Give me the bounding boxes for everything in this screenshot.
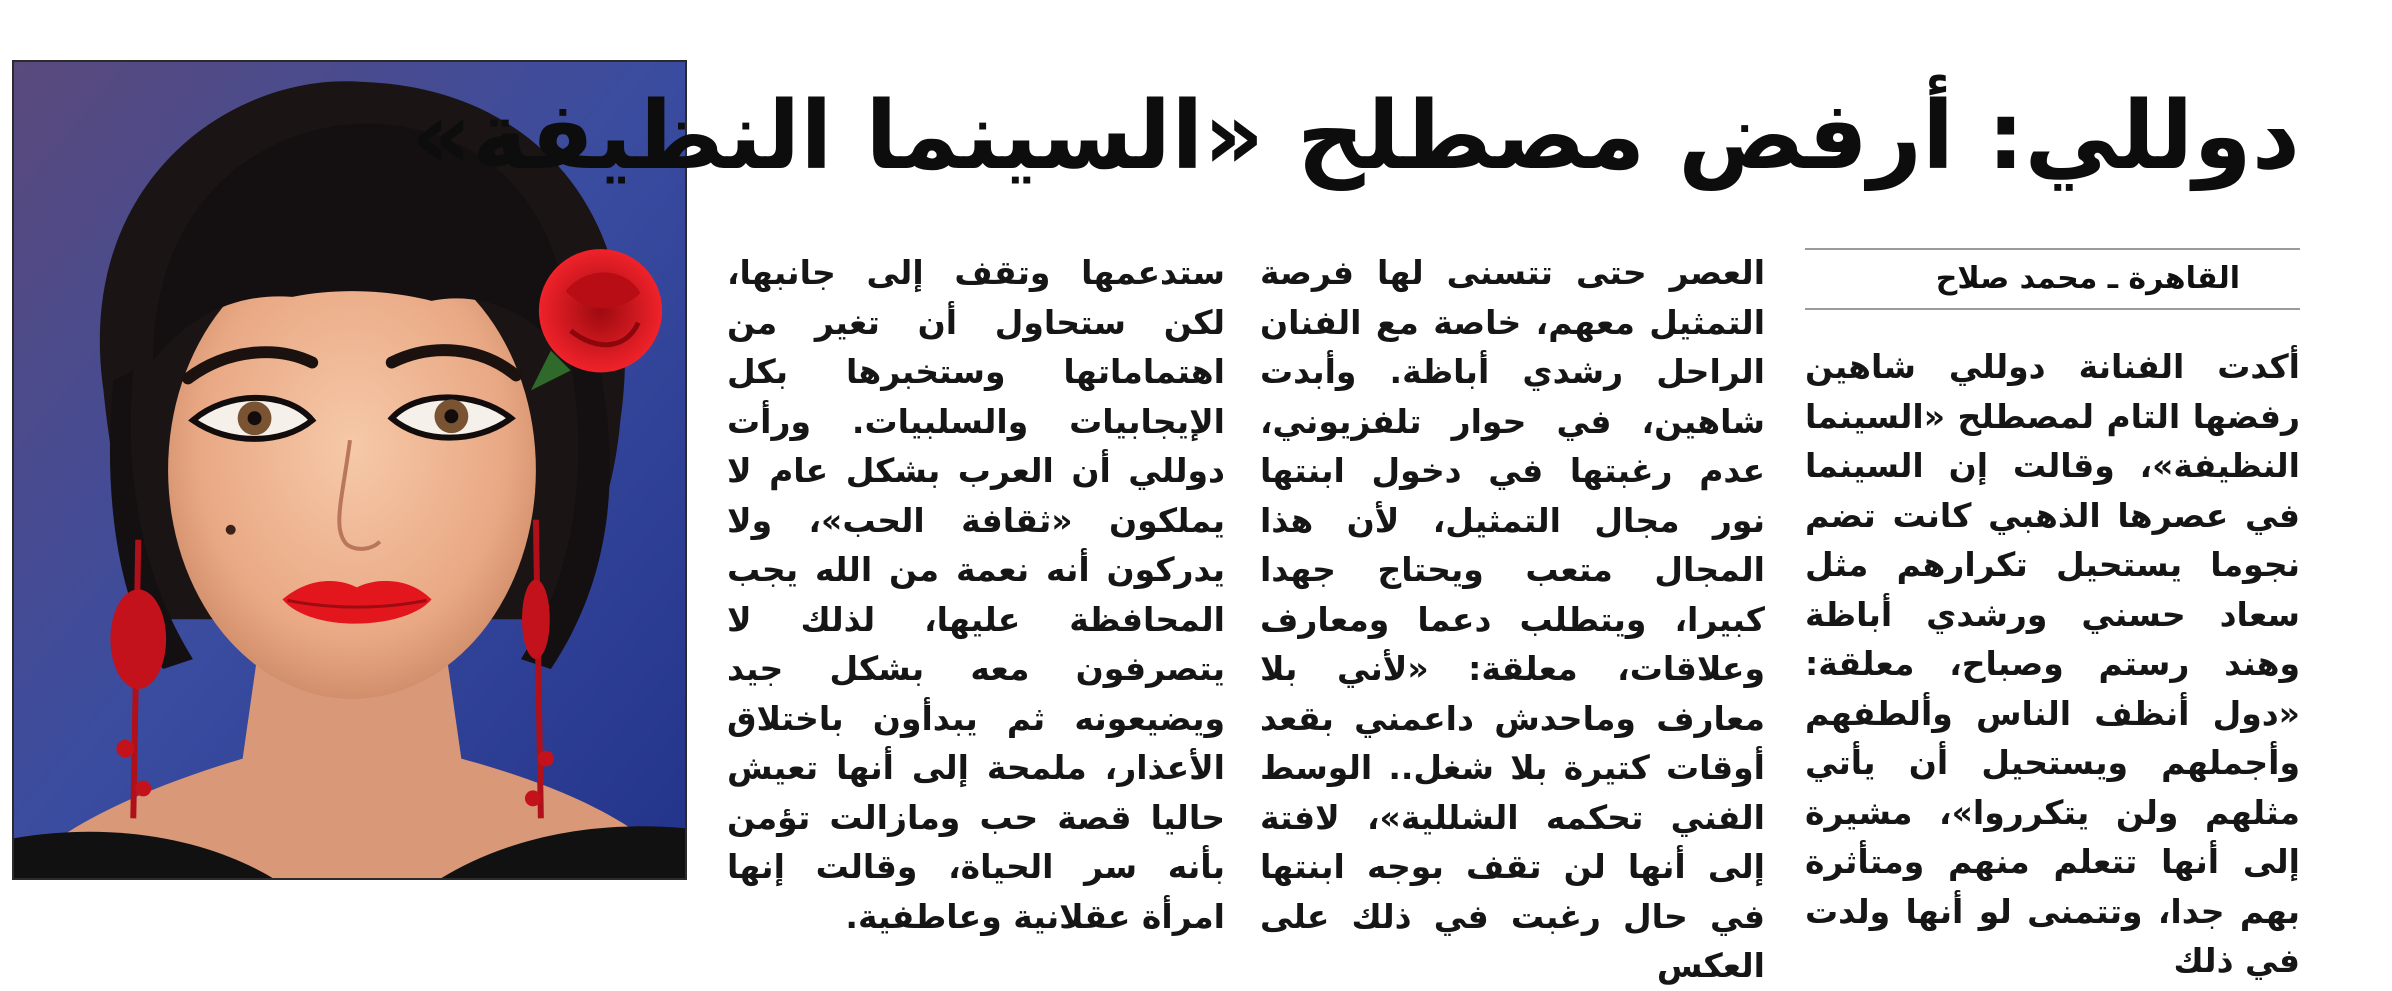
byline-rule-bottom <box>1805 308 2300 310</box>
article-column-3 <box>727 248 1225 936</box>
column-2-text: العصر حتى تتسنى لها فرصة التمثيل معهم، خاصة مع الفنان الراحل رشدي أباظة. وأبدت شاهين، في حوار تلفزيوني، عدم رغبتها في دخول ابنتها نور مجال التمثيل، لأن هذا المجال متعب ويحتاج جهدا كبيرا، ويتطلب دعما ومعارف وعلاقات، معلقة: «لأني بلا معارف وماحدش داعمني بقعد أوقات كتيرة بلا شغل.. الوسط الفني تحكمه الشللية»، لافتة إلى أنها لن تقف بوجه ابنتها في حال رغبت في ذلك على العكس <box>1260 253 1765 985</box>
column-1-text: أكدت الفنانة دوللي شاهين رفضها التام لمصطلح «السينما النظيفة»، وقالت إن السينما في عصرها الذهبي كانت تضم نجوما يستحيل تكرارهم مثل سعاد حسني ورشدي أباظة وهند رستم وصباح، معلقة: «دول أنظف الناس وألطفهم وأجملهم ويستحيل أن يأتي مثلهم ولن يتكرروا»، مشيرة إلى أنها تتعلم منهم ومتأثرة بهم جدا، وتتمنى لو أنها ولدت في ذلك <box>1805 347 2300 980</box>
article-byline: القاهرة ـ محمد صلاح <box>1935 261 2240 296</box>
article-headline: دوللي: أرفض مصطلح «السينما النظيفة» <box>411 82 2300 191</box>
article-column-2 <box>1260 248 1765 985</box>
column-3-text: ستدعمها وتقف إلى جانبها، لكن ستحاول أن تغير من اهتماماتها وستخبرها بكل الإيجابيات والسلبيات. ورأت دوللي أن العرب بشكل عام لا يملكون «ثقافة الحب»، ولا يدركون أنه نعمة من الله يجب المحافظة عليها، لذلك لا يتصرفون معه بشكل جيد ويضيعونه ثم يبدأون باختلاق الأعذار، ملمحة إلى أنها تعيش حاليا قصة حب ومازالت تؤمن بأنه سر الحياة، وقالت إنها امرأة عقلانية وعاطفية. <box>727 253 1225 936</box>
byline-rule-top <box>1805 248 2300 250</box>
article-column-1 <box>1805 342 2300 980</box>
